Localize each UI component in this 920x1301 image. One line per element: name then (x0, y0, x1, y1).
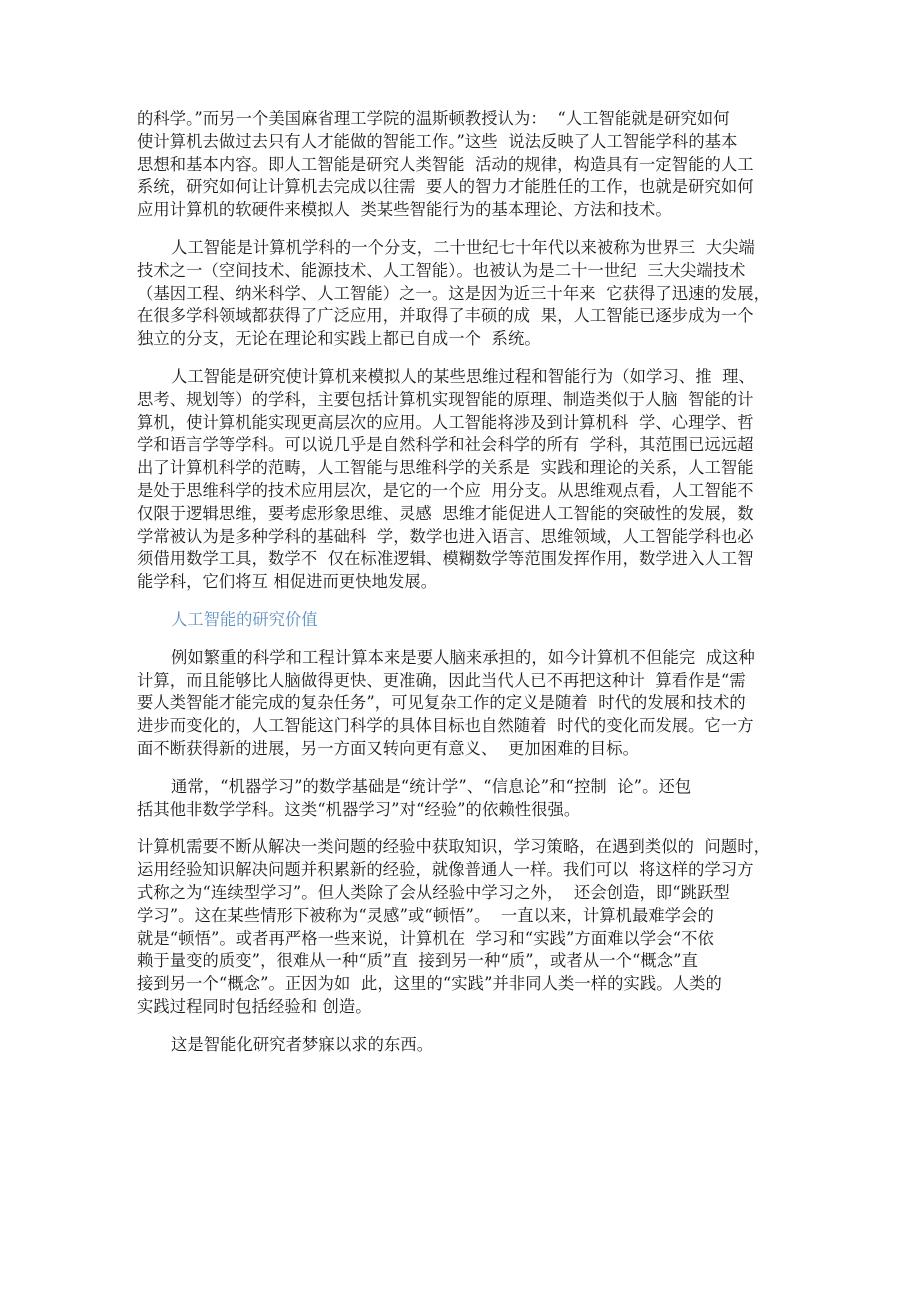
text-line: 应用计算机的软硬件来模拟人 类某些智能行为的基本理论、方法和技术。 (137, 200, 672, 220)
text-line: 思考、规划等）的学科，主要包括计算机实现智能的原理、制造类似于人脑 智能的计 (137, 389, 754, 409)
text-line: 是处于思维科学的技术应用层次，是它的一个应 用分支。从思维观点看，人工智能不 (137, 480, 754, 500)
document-page (137, 108, 785, 1056)
text-line: 进步而变化的，人工智能这门科学的具体目标也自然随着 时代的变化而发展。它一方 (137, 716, 754, 736)
paragraph-2 (137, 237, 785, 351)
paragraph-4 (137, 647, 785, 761)
paragraph-5 (137, 776, 785, 822)
text-line: 计算机需要不断从解决一类问题的经验中获取知识，学习策略，在遇到类似的 问题时， (137, 837, 771, 857)
section-heading: 人工智能的研究价值 (171, 609, 318, 629)
text-line: 的科学。”而另一个美国麻省理工学院的温斯顿教授认为： “人工智能就是研究如何 (137, 109, 730, 128)
text-line: 学常被认为是多种学科的基础科 学，数学也进入语言、思维领域，人工智能学科也必 (137, 526, 754, 546)
text-line: 例如繁重的科学和工程计算本来是要人脑来承担的，如今计算机不但能完 成这种 (171, 647, 755, 667)
text-line: 在很多学科领域都获得了广泛应用，并取得了丰硕的成 果，人工智能已逐步成为一个 (137, 306, 754, 326)
text-line: 系统，研究如何让计算机去完成以往需 要人的智力才能胜任的工作，也就是研究如何 (137, 177, 754, 197)
text-line: 算机，使计算机能实现更高层次的应用。人工智能将涉及到计算机科 学、心理学、哲 (137, 412, 754, 432)
text-line: 使计算机去做过去只有人才能做的智能工作。”这些 说法反映了人工智能学科的基本 (137, 131, 738, 151)
text-line: 出了计算机科学的范畴，人工智能与思维科学的关系是 实践和理论的关系，人工智能 (137, 458, 754, 478)
text-line: 学习”。这在某些情形下被称为“灵感”或“顿悟”。 一直以来，计算机最难学会的 (137, 905, 714, 925)
text-line: 面不断获得新的进展，另一方面又转向更有意义、 更加困难的目标。 (137, 738, 639, 758)
text-line: 人工智能是研究使计算机来模拟人的某些思维过程和智能行为（如学习、推 理、 (171, 366, 755, 386)
paragraph-1 (137, 108, 785, 222)
text-line: 仅限于逻辑思维，要考虑形象思维、灵感 思维才能促进人工智能的突破性的发展，数 (137, 503, 754, 523)
text-line: 独立的分支，无论在理论和实践上都已自成一个 系统。 (137, 329, 541, 349)
text-line: （基因工程、纳米科学、人工智能）之一。这是因为近三十年来 它获得了迅速的发展， (137, 283, 771, 303)
paragraph-6 (137, 836, 785, 1018)
text-line: 要人类智能才能完成的复杂任务”，可见复杂工作的定义是随着 时代的发展和技术的 (137, 693, 746, 713)
text-line: 能学科，它们将互 相促进而更快地发展。 (137, 572, 438, 592)
text-line: 赖于量变的质变”，很难从一种“质”直 接到另一种“质”，或者从一个“概念”直 (137, 951, 698, 971)
paragraph-3 (137, 366, 785, 594)
text-line: 就是“顿悟”。或者再严格一些来说，计算机在 学习和“实践”方面难以学会“不依 (137, 928, 714, 948)
text-line: 运用经验知识解决问题并积累新的经验，就像普通人一样。我们可以 将这样的学习方 (137, 860, 754, 880)
text-line: 实践过程同时包括经验和 创造。 (137, 996, 372, 1016)
text-line: 技术之一（空间技术、能源技术、人工智能）。也被认为是二十一世纪 三大尖端技术 (137, 260, 746, 280)
text-line: 须借用数学工具，数学不 仅在标准逻辑、模糊数学等范围发挥作用，数学进入人工智 (137, 549, 754, 569)
text-line: 式称之为“连续型学习”。但人类除了会从经验中学习之外， 还会创造，即“跳跃型 (137, 882, 730, 902)
paragraph-7 (137, 1034, 785, 1057)
text-line: 括其他非数学学科。这类“机器学习”对“经验”的依赖性很强。 (137, 799, 581, 819)
text-line: 通常，“机器学习”的数学基础是“统计学”、“信息论”和“控制 论”。还包 (171, 776, 692, 796)
text-line: 计算，而且能够比人脑做得更快、更准确，因此当代人已不再把这种计 算看作是“需 (137, 670, 746, 690)
text-line: 这是智能化研究者梦寐以求的东西。 (171, 1034, 434, 1054)
text-line: 人工智能是计算机学科的一个分支，二十世纪七十年代以来被称为世界三 大尖端 (171, 237, 755, 257)
text-line: 学和语言学等学科。可以说几乎是自然科学和社会科学的所有 学科，其范围已远远超 (137, 435, 754, 455)
text-line: 思想和基本内容。即人工智能是研究人类智能 活动的规律，构造具有一定智能的人工 (137, 154, 754, 174)
text-line: 接到另一个“概念”。正因为如 此，这里的“实践”并非同人类一样的实践。人类的 (137, 974, 722, 994)
